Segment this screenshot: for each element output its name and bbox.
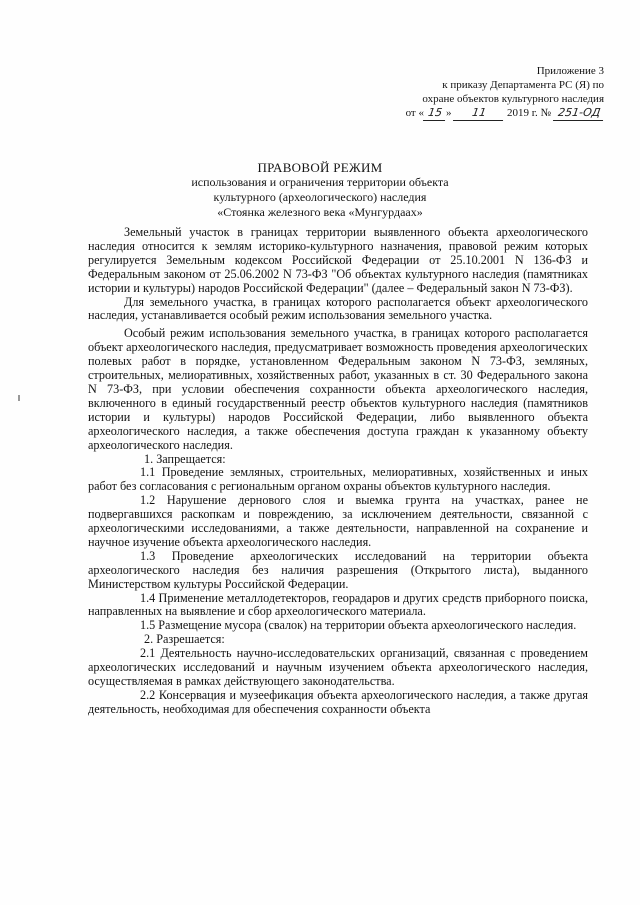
date-prefix: от «: [405, 107, 424, 119]
order-number-handwritten: 251-ОД: [553, 106, 605, 121]
date-mid: »: [446, 107, 452, 119]
paragraph-land-plot: Земельный участок в границах территории выявленного объекта археологического наследия относится к землям историко-культурного назначения, правовой режим которых регулируется Земельным кодексом Российской Федерации от 25.10.2001 N 136-ФЗ и Федеральным законом от 25.06.2002 N 73-ФЗ "Об объектах культурного наследия (памятниках истории и культуры) народов Российской Федерации" (далее – Федеральный закон N 73-ФЗ).: [88, 225, 588, 295]
item-1-1: 1.1 Проведение земляных, строительных, мелиоративных, хозяйственных и иных работ без согласования с региональным органом охраны объектов культурного наследия.: [88, 465, 588, 494]
appendix-header: [344, 64, 604, 121]
title-main: ПРАВОВОЙ РЕЖИМ: [257, 160, 383, 175]
item-1-5: 1.5 Размещение мусора (свалок) на территории объекта археологического наследия.: [140, 618, 577, 633]
item-1-3: 1.3 Проведение археологических исследований на территории объекта археологического наследия без наличия разрешения (Открытого листа), выданного Министерством культуры Российской Федерации.: [88, 548, 588, 591]
order-reference: к приказу Департамента РС (Я) по: [442, 79, 604, 91]
section-prohibited: 1. Запрещается:: [144, 451, 226, 466]
date-day-handwritten: 15: [423, 106, 447, 121]
scan-edge-mark: [18, 395, 20, 401]
title-subtitle-3: «Стоянка железного века «Мунгурдаах»: [217, 205, 423, 219]
document-body: [88, 226, 588, 717]
paragraph-special-regime: Для земельного участка, в границах которого располагается объект археологического наследия, устанавливается особый режим использования земельного участка.: [88, 294, 588, 323]
document-title: [120, 160, 520, 220]
item-1-2: 1.2 Нарушение дернового слоя и выемка грунта на участках, ранее не подвергавшихся раскопкам и повреждению, за исключением деятельности, связанной с археологическими исследованиями, а также деятельности, направленной на сохранение и научное изучение объекта археологического наследия.: [88, 493, 588, 549]
section-permitted: 2. Разрешается:: [144, 632, 225, 647]
item-2-1: 2.1 Деятельность научно-исследовательских организаций, связанная с проведением археологических исследований и научным изучением объекта археологического наследия, осуществляемая в рамках действующего законодательства.: [88, 646, 588, 688]
date-month-handwritten: 11: [453, 106, 505, 121]
order-date-line: [344, 106, 604, 121]
date-year: 2019 г. №: [507, 107, 552, 119]
title-subtitle-2: культурного (археологического) наследия: [213, 190, 427, 204]
title-subtitle-1: использования и ограничения территории объекта: [191, 175, 449, 189]
order-reference-line2: охране объектов культурного наследия: [422, 93, 604, 105]
appendix-label: Приложение 3: [536, 65, 604, 77]
paragraph-regime-details: Особый режим использования земельного участка, в границах которого располагается объект археологического наследия, предусматривает возможность проведения археологических полевых работ в порядке, установленном Федеральным законом N 73-ФЗ, земляных, строительных, мелиоративных, хозяйственных работ, указанных в ст. 30 Федерального закона N 73-ФЗ, при условии обеспечения сохранности объекта археологического наследия, включенного в единый государственный реестр объектов культурного наследия (памятников истории и культуры) народов Российской Федерации, либо выявленного объекта археологического наследия, а также обеспечения доступа граждан к указанному объекту археологического наследия.: [88, 326, 588, 452]
item-2-2: 2.2 Консервация и музеефикация объекта археологического наследия, а также другая деятельность, необходимая для обеспечения сохранности объекта: [88, 687, 588, 716]
item-1-4: 1.4 Применение металлодетекторов, георадаров и других средств приборного поиска, направленных на выявление и сбор археологического материала.: [88, 590, 588, 619]
